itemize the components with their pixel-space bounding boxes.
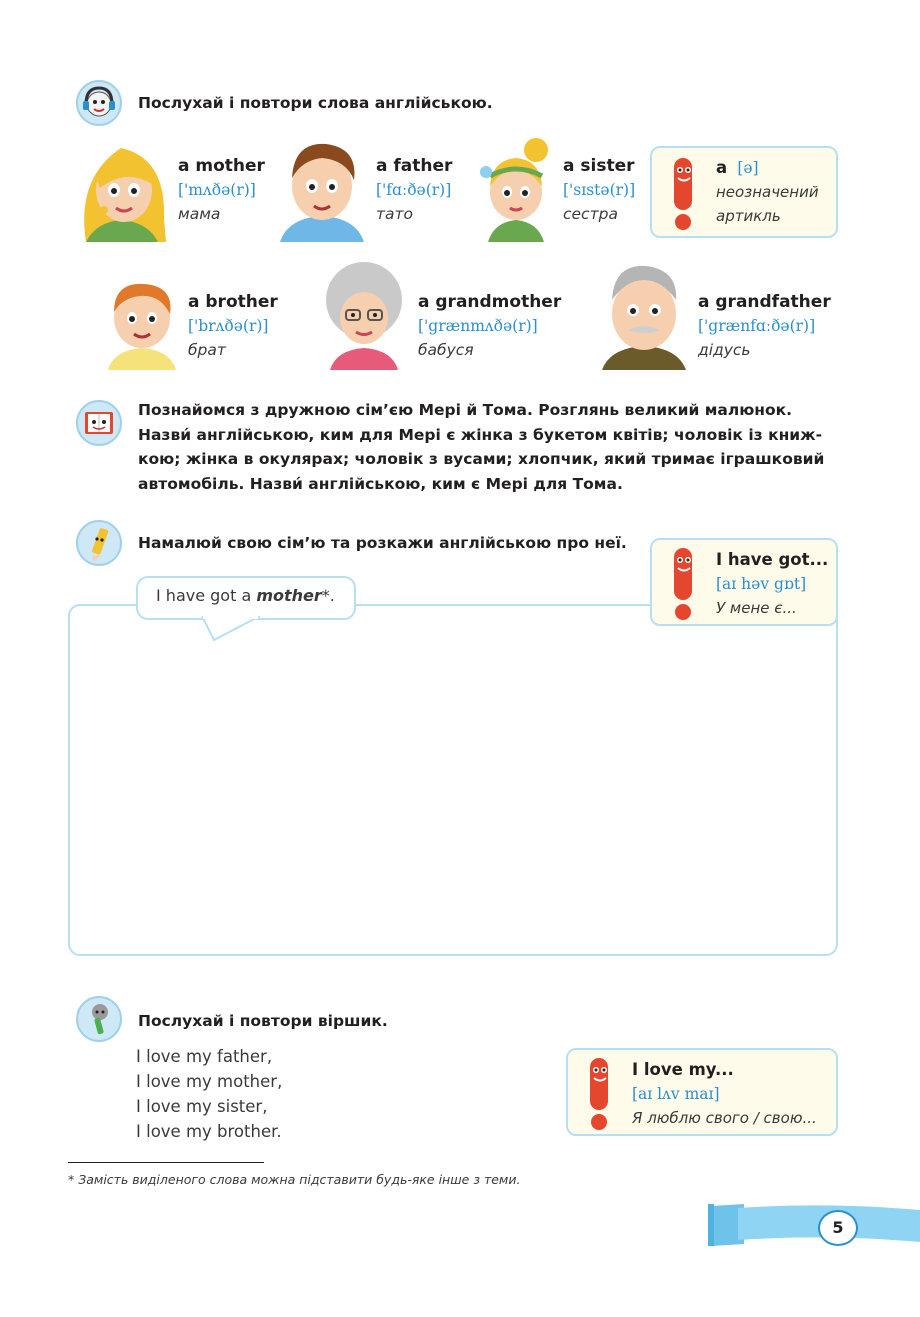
note-translation-line2: артикль [716, 207, 781, 225]
word-transcription: ['fɑːðə(r)] [376, 181, 452, 199]
word-translation: бабуся [418, 341, 474, 359]
microphone-icon [76, 996, 122, 1042]
page-ribbon [708, 1198, 920, 1256]
task4-title: Послухай і повтори віршик. [138, 1012, 388, 1030]
word-grandfather [698, 290, 831, 362]
bubble-prefix: I have got a [156, 586, 257, 605]
word-translation: брат [188, 341, 226, 359]
article-note [650, 146, 838, 238]
grandfather-illustration [596, 260, 692, 374]
father-illustration [274, 136, 370, 246]
pencil-icon [76, 520, 122, 566]
word-transcription: ['mʌðə(r)] [178, 181, 256, 199]
note-en: I have got... [716, 550, 829, 569]
task2-line: Познайомся з дружною сім’єю Мері й Тома. Розглянь великий малюнок. [138, 401, 793, 419]
exclamation-mascot-icon [582, 1056, 618, 1132]
task2-line: кою; жінка в окулярах; чоловік з вусами; хлопчик, який тримає іграшковий [138, 450, 825, 468]
footnote-divider [68, 1162, 264, 1163]
bubble-highlight-word: mother [256, 586, 322, 605]
word-en: a sister [563, 156, 635, 176]
task1-title: Послухай і повтори слова англійською. [138, 94, 493, 112]
bubble-suffix: *. [321, 586, 335, 605]
grandmother-illustration [316, 260, 412, 374]
word-en: a grandmother [418, 292, 562, 312]
page-number-badge [818, 1210, 858, 1246]
word-father [376, 154, 452, 226]
word-en: a brother [188, 292, 278, 312]
task2-line: автомобіль. Назви́ англійською, ким є Мері для Тома. [138, 474, 623, 493]
word-mother [178, 154, 265, 226]
note-en: I love my... [632, 1060, 734, 1079]
sister-illustration [474, 136, 558, 246]
task2-line: Назви́ англійською, ким для Мері є жінка з букетом квітів; чоловік із книж- [138, 425, 823, 444]
word-en: a grandfather [698, 292, 831, 312]
poem-line: I love my brother. [136, 1122, 282, 1141]
mother-illustration [66, 138, 176, 246]
note-transcription: [aɪ həv gɒt] [716, 575, 807, 593]
note-transcription: [aɪ lʌv maɪ] [632, 1085, 720, 1103]
word-translation: тато [376, 205, 414, 223]
note-translation: У мене є... [716, 599, 797, 617]
speech-bubble-tail [200, 616, 270, 642]
word-translation: мама [178, 205, 221, 223]
page-number: 5 [832, 1218, 844, 1237]
word-sister [563, 154, 635, 226]
word-grandmother [418, 290, 561, 362]
poem-line: I love my sister, [136, 1097, 268, 1116]
poem [136, 1044, 282, 1144]
exclamation-mascot-icon [666, 156, 702, 232]
brother-illustration [100, 272, 184, 374]
poem-line: I love my mother, [136, 1072, 283, 1091]
word-en: a father [376, 156, 453, 176]
book-icon [76, 400, 122, 446]
word-transcription: ['brʌðə(r)] [188, 317, 269, 335]
speech-bubble-text [156, 586, 335, 605]
word-en: a mother [178, 156, 265, 176]
poem-line: I love my father, [136, 1047, 273, 1066]
footnote: * Замість виділеного слова можна підставити будь-яке інше з теми. [68, 1172, 521, 1187]
note-en: a [716, 158, 728, 177]
have-got-note [650, 538, 838, 626]
note-translation: Я люблю свого / свою... [632, 1109, 817, 1127]
word-transcription: ['sɪstə(r)] [563, 181, 636, 199]
word-translation: дідусь [698, 341, 751, 359]
word-brother [188, 290, 278, 362]
task2-text [138, 398, 848, 496]
word-transcription: ['grænmʌðə(r)] [418, 317, 538, 335]
drawing-area[interactable] [68, 604, 838, 956]
note-transcription: [ə] [737, 159, 759, 177]
word-transcription: ['grænfɑːðə(r)] [698, 317, 816, 335]
exclamation-mascot-icon [666, 546, 702, 622]
word-translation: сестра [563, 205, 618, 223]
love-my-note [566, 1048, 838, 1136]
note-translation-line1: неозначений [716, 183, 819, 201]
headphones-icon [76, 80, 122, 126]
task3-title: Намалюй свою сім’ю та розкажи англійською про неї. [138, 534, 627, 552]
